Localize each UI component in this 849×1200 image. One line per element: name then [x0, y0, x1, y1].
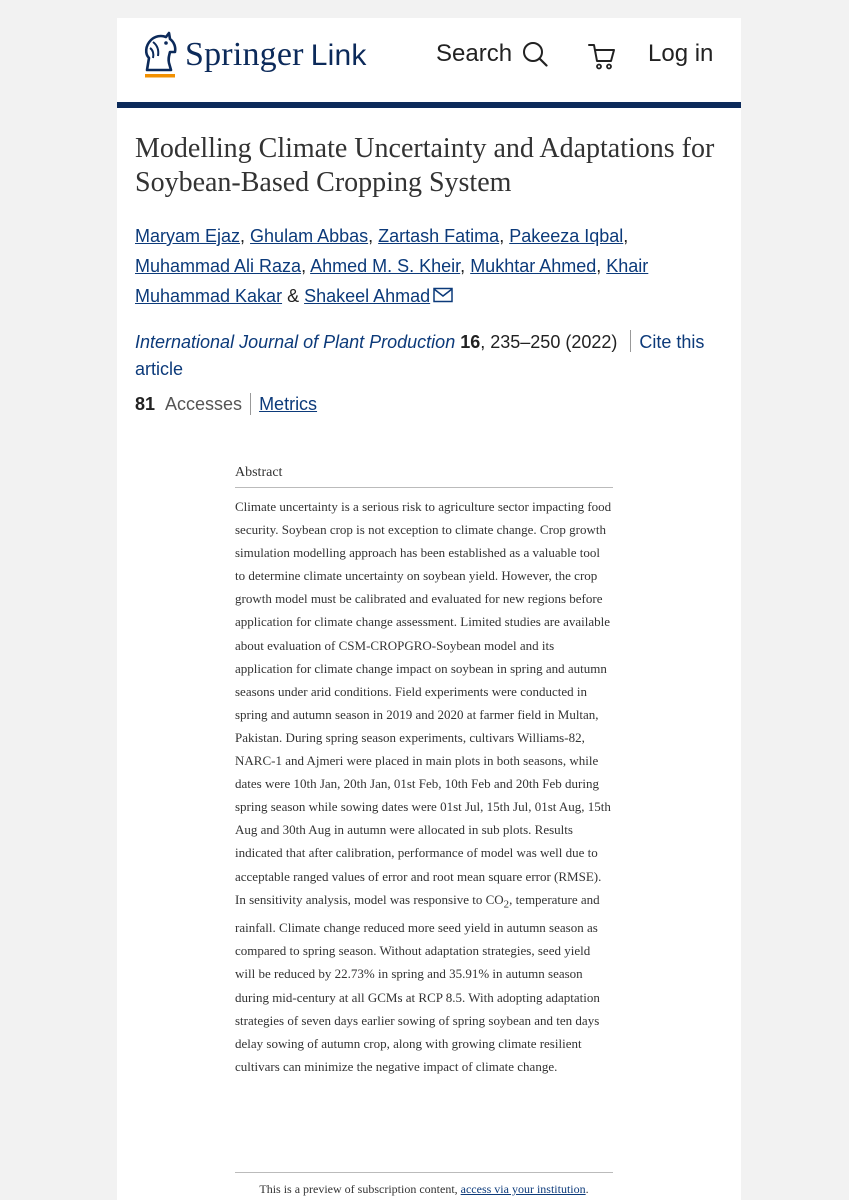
mail-icon[interactable]: [433, 287, 453, 303]
author-separator: ,: [499, 226, 510, 246]
accesses-count: 81: [135, 394, 156, 414]
horse-logo-icon: [139, 30, 179, 80]
logo-wordmark-link: Link: [310, 39, 367, 72]
article-title: Modelling Climate Uncertainty and Adaptations for Soybean-Based Cropping System: [135, 133, 715, 198]
journal-pages-year: , 235–250 (2022): [480, 332, 618, 352]
author-link[interactable]: Ghulam Abbas: [250, 226, 369, 246]
cite-article-link[interactable]: Cite this article: [135, 332, 705, 379]
metrics-link[interactable]: Metrics: [259, 394, 318, 414]
author-separator: ,: [368, 226, 379, 246]
author-separator: ,: [596, 256, 607, 276]
article-page: [117, 18, 741, 1200]
search-button[interactable]: [436, 40, 548, 68]
author-separator: ,: [460, 256, 471, 276]
article-metrics: [135, 392, 317, 416]
login-link[interactable]: Log in: [648, 40, 714, 67]
author-separator: ,: [301, 256, 311, 276]
author-link[interactable]: Khair Muhammad Kakar: [135, 256, 649, 306]
header-divider: [117, 102, 741, 108]
institution-access-link[interactable]: access via your institution: [460, 1182, 586, 1196]
metrics-divider: [250, 393, 251, 415]
preview-text: This is a preview of subscription content,: [259, 1182, 461, 1196]
cart-icon: [587, 41, 617, 71]
abstract-section: [235, 464, 613, 1078]
journal-citation: [135, 329, 735, 383]
author-link[interactable]: Pakeeza Iqbal: [509, 226, 624, 246]
citation-divider: [630, 330, 631, 352]
abstract-text-part-1: Climate uncertainty is a serious risk to agriculture sector impacting food security. Soybean crop is not exception to climate change. Crop growth simulation modelling approach has been established as a valuable tool to determine climate uncertainty on soybean yield. However, the crop growth model must be calibrated and evaluated for new regions before application for climate change assessment. Limited studies are available about evaluation of CSM-CROPGRO-Soybean model and its application for climate change impact on soybean in spring and autumn seasons under arid conditions. Field experiments were conducted in spring and autumn season in 2019 and 2020 at farmer field in Multan, Pakistan. During spring season experiments, cultivars Williams-82, NARC-1 and Ajmeri were placed in main plots in both seasons, while dates were 10th Jan, 20th Jan, 01st Feb, 10th Feb and 20th Feb during spring season while sowing dates were 01st Jul, 15th Jul, 01st Aug, 15th Aug and 30th Aug in autumn were allocated in sub plots. Results indicated that after calibration, performance of model was well due to acceptable ranged values of error and root mean square error (RMSE). In sensitivity analysis, model was responsive to CO: [235, 499, 612, 907]
author-link[interactable]: Mukhtar Ahmed: [470, 256, 597, 276]
springer-link-logo[interactable]: [139, 30, 367, 80]
subscription-preview-notice: [235, 1172, 613, 1197]
author-separator: &: [282, 286, 305, 306]
author-link[interactable]: Muhammad Ali Raza: [135, 256, 302, 276]
abstract-text: [235, 495, 613, 1078]
search-label: Search: [436, 40, 513, 67]
author-separator: ,: [240, 226, 251, 246]
search-icon: [522, 41, 548, 67]
author-link[interactable]: Shakeel Ahmad: [304, 286, 431, 306]
abstract-heading: Abstract: [235, 464, 613, 488]
preview-end: .: [585, 1182, 589, 1196]
journal-volume: 16: [460, 332, 481, 352]
journal-link[interactable]: International Journal of Plant Production: [135, 332, 456, 352]
author-separator: ,: [623, 226, 629, 246]
author-link[interactable]: Zartash Fatima: [378, 226, 500, 246]
logo-wordmark: Springer: [185, 36, 304, 73]
author-link[interactable]: Ahmed M. S. Kheir: [310, 256, 461, 276]
accesses-label: Accesses: [165, 394, 243, 414]
abstract-text-part-2: , temperature and rainfall. Climate change reduced more seed yield in autumn season as compared to spring season. Without adaptation strategies, seed yield will be reduced by 22.73% in spring and 35.91% in autumn season during mid-century at all GCMs at RCP 8.5. With adopting adaptation strategies of seven days earlier sowing of spring soybean and ten days delay sowing of autumn crop, along with growing climate resilient cultivars can minimize the negative impact of climate change.: [235, 891, 600, 1074]
author-list: [135, 221, 705, 311]
site-header: [117, 18, 741, 102]
author-link[interactable]: Maryam Ejaz: [135, 226, 241, 246]
cart-button[interactable]: [587, 41, 617, 76]
co2-subscript: 2: [503, 898, 510, 911]
